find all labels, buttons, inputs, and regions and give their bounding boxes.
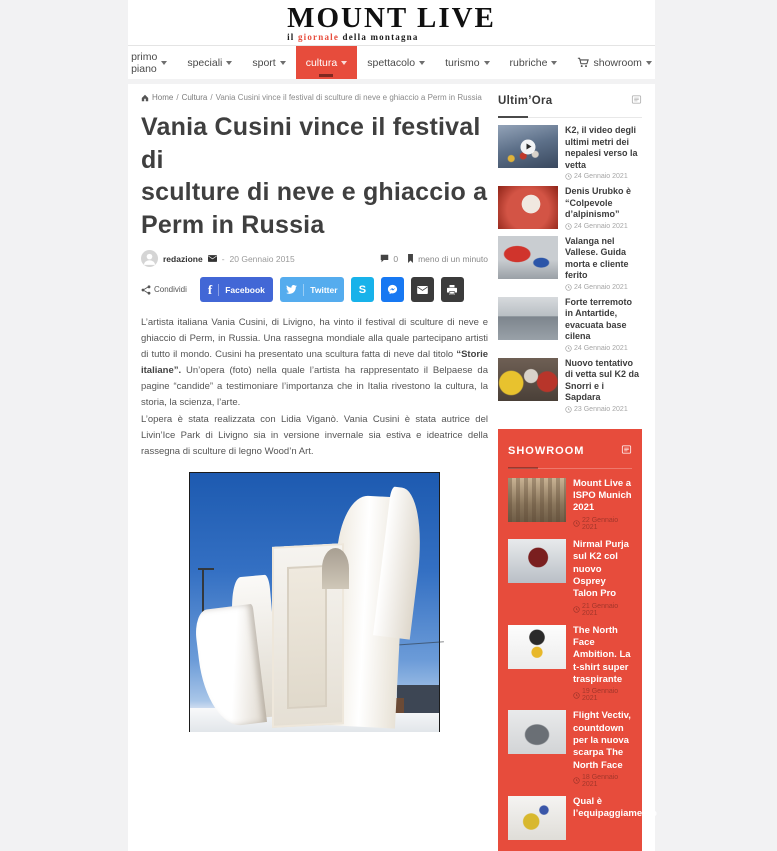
section-divider bbox=[508, 467, 632, 469]
title-line: Vania Cusini vince il festival di bbox=[141, 113, 481, 174]
showroom-list bbox=[508, 477, 657, 840]
chevron-down-icon bbox=[226, 61, 232, 65]
article-meta-right bbox=[380, 254, 488, 264]
showroom-thumbnail-shoe[interactable] bbox=[508, 710, 566, 754]
showroom-thumbnail-purja[interactable] bbox=[508, 539, 566, 583]
nav-item-primo-piano[interactable] bbox=[121, 46, 177, 79]
news-date bbox=[565, 284, 642, 291]
article-body bbox=[141, 315, 488, 460]
list-item[interactable] bbox=[498, 297, 642, 352]
button-divider bbox=[218, 284, 219, 296]
skype-share-button[interactable] bbox=[351, 277, 374, 302]
showroom-item-title[interactable]: Qual è l’equipaggiamento bbox=[573, 795, 657, 820]
site-header bbox=[128, 0, 655, 46]
paragraph-text: Un’opera (foto) nella quale l’artista ha rappresentato il Belpaese da pagine “candide” a testimoniare l’importanza che in Italia rivestono la cultura, la storia, la scienza, l’arte. bbox=[141, 364, 488, 408]
news-date-text: 24 Gennaio 2021 bbox=[574, 344, 628, 352]
news-date-text: 24 Gennaio 2021 bbox=[574, 173, 628, 181]
breadcrumb bbox=[141, 90, 488, 102]
play-icon bbox=[521, 139, 536, 154]
share-label bbox=[141, 285, 187, 295]
email-share-button[interactable] bbox=[411, 277, 434, 302]
facebook-label: Facebook bbox=[225, 284, 265, 295]
twitter-icon bbox=[286, 285, 297, 294]
facebook-icon: f bbox=[207, 281, 213, 297]
envelope-icon[interactable] bbox=[208, 255, 217, 262]
chevron-down-icon bbox=[280, 61, 286, 65]
list-item[interactable] bbox=[508, 795, 657, 840]
comments-count[interactable]: 0 bbox=[393, 253, 399, 264]
chevron-down-icon bbox=[484, 61, 490, 65]
nav-label: primo piano bbox=[131, 50, 158, 75]
messenger-icon bbox=[387, 284, 398, 295]
news-thumbnail-tent[interactable] bbox=[498, 186, 558, 229]
list-item[interactable] bbox=[508, 478, 632, 531]
latest-news-title: Ultim’Ora bbox=[498, 95, 553, 107]
nav-label: spettacolo bbox=[367, 56, 416, 69]
news-date-text: 23 Gennaio 2021 bbox=[574, 405, 628, 413]
breadcrumb-separator: / bbox=[210, 93, 213, 102]
page-title bbox=[141, 111, 488, 241]
comment-icon[interactable] bbox=[380, 254, 389, 263]
bookmark-icon bbox=[407, 254, 414, 263]
chevron-down-icon bbox=[161, 61, 167, 65]
facebook-share-button[interactable] bbox=[200, 277, 273, 302]
news-thumbnail-k2-video[interactable] bbox=[498, 125, 558, 168]
read-time: meno di un minuto bbox=[418, 253, 488, 264]
latest-news-header bbox=[498, 90, 642, 110]
button-divider bbox=[303, 284, 304, 296]
showroom-item-date bbox=[573, 603, 632, 617]
showroom-widget bbox=[498, 429, 657, 851]
share-icon bbox=[141, 285, 151, 295]
news-thumbnail-climbers[interactable] bbox=[498, 358, 558, 401]
nav-item-showroom[interactable] bbox=[567, 46, 661, 79]
breadcrumb-current-page: Vania Cusini vince il festival di sculture di neve e ghiaccio a Perm in Russia bbox=[215, 93, 482, 102]
clock-icon bbox=[573, 606, 580, 613]
author-link[interactable]: redazione bbox=[163, 253, 203, 264]
publish-date: 20 Gennaio 2015 bbox=[229, 253, 295, 264]
tagline-pre: il bbox=[287, 31, 298, 42]
showroom-title: SHOWROOM bbox=[508, 444, 585, 457]
showroom-date-text: 19 Gennaio 2021 bbox=[582, 688, 619, 703]
site-logo[interactable] bbox=[287, 1, 496, 42]
article-meta-row bbox=[141, 250, 488, 267]
nav-label: rubriche bbox=[509, 56, 548, 69]
title-line: Perm in Russia bbox=[141, 210, 325, 239]
twitter-label: Twitter bbox=[310, 284, 338, 295]
share-row bbox=[141, 277, 488, 302]
date-separator: - bbox=[221, 253, 225, 264]
nav-item-turismo[interactable] bbox=[435, 46, 499, 79]
clock-icon bbox=[573, 777, 580, 784]
cart-icon bbox=[577, 57, 589, 68]
news-title[interactable]: Denis Urubko è “Colpevole d’alpinismo” bbox=[565, 186, 632, 220]
clock-icon bbox=[565, 223, 572, 230]
news-title[interactable]: K2, il video degli ultimi metri dei nepalesi verso la vetta bbox=[565, 125, 638, 170]
nav-label: turismo bbox=[445, 56, 480, 69]
skype-icon: S bbox=[358, 283, 367, 296]
paragraph-bold-text: “Storie italiane”. bbox=[141, 348, 488, 376]
nav-label: cultura bbox=[305, 56, 338, 69]
image-sculpture-panel bbox=[287, 565, 327, 710]
image-sculpture-arch bbox=[322, 548, 349, 589]
clock-icon bbox=[565, 284, 572, 291]
showroom-item-title[interactable]: Flight Vectiv, countdown per la nuova scarpa The North Face bbox=[573, 710, 631, 771]
showroom-item-date bbox=[573, 517, 632, 531]
list-item[interactable] bbox=[498, 125, 642, 180]
news-thumbnail-antarctica[interactable] bbox=[498, 297, 558, 340]
main-navbar bbox=[128, 46, 655, 79]
news-title[interactable]: Forte terremoto in Antartide, evacuata base cilena bbox=[565, 296, 633, 342]
messenger-share-button[interactable] bbox=[381, 277, 404, 302]
news-date-text: 24 Gennaio 2021 bbox=[574, 222, 628, 230]
paragraph-text: L’artista italiana Vania Cusini, di Livigno, ha vinto il festival di sculture di neve e ghiaccio di Perm, in Russia. Una rassegna mondiale alla quale partecipano artisti di tutto il mondo. Cusini ha presentato una scultura fatta di neve dal titolo bbox=[141, 317, 488, 360]
news-thumbnail-helicopter[interactable] bbox=[498, 236, 558, 279]
showroom-item-title[interactable]: Mount Live a ISPO Munich 2021 bbox=[573, 477, 632, 514]
paragraph-text: L’opera è stata realizzata con Lidia Viganò. Vania Cusini è stata autrice del Livin’Ice Park di Livigno sia in versione invernale sia estiva e ideatrice della rassegna di sculture di legno Wood’n Art. bbox=[141, 413, 488, 457]
list-item[interactable] bbox=[508, 625, 632, 703]
clock-icon bbox=[565, 406, 572, 413]
printer-icon bbox=[447, 285, 457, 295]
twitter-share-button[interactable] bbox=[280, 277, 344, 302]
share-label-text: Condividi bbox=[154, 285, 187, 294]
nav-item-spettacolo[interactable] bbox=[357, 46, 435, 79]
news-date bbox=[565, 345, 642, 352]
paragraph bbox=[141, 315, 488, 411]
newspaper-icon[interactable] bbox=[621, 442, 632, 460]
page-container bbox=[128, 0, 655, 851]
showroom-thumbnail-ispo[interactable] bbox=[508, 478, 566, 522]
news-title[interactable]: Nuovo tentativo di vetta sul K2 da Snorri e i Sapdara bbox=[565, 357, 640, 403]
home-icon bbox=[141, 94, 149, 102]
showroom-date-text: 22 Gennaio 2021 bbox=[582, 516, 619, 531]
list-item[interactable] bbox=[498, 236, 642, 291]
clock-icon bbox=[573, 692, 580, 699]
showroom-date-text: 18 Gennaio 2021 bbox=[582, 773, 619, 788]
chevron-down-icon bbox=[646, 61, 652, 65]
sidebar bbox=[498, 90, 657, 851]
avatar bbox=[141, 250, 158, 267]
article-image-snow-sculpture[interactable] bbox=[189, 472, 440, 732]
showroom-header bbox=[508, 440, 632, 460]
active-tab-indicator bbox=[319, 74, 333, 77]
breadcrumb-separator: / bbox=[176, 93, 179, 102]
showroom-thumbnail-tshirt[interactable] bbox=[508, 625, 566, 669]
list-item[interactable] bbox=[508, 539, 632, 617]
nav-label: showroom bbox=[593, 56, 642, 69]
nav-label: speciali bbox=[187, 56, 223, 69]
showroom-item-title[interactable]: Nirmal Purja sul K2 col nuovo Osprey Talon Pro bbox=[573, 538, 629, 600]
showroom-date-text: 21 Gennaio 2021 bbox=[582, 602, 619, 617]
nav-label: sport bbox=[252, 56, 276, 69]
news-date bbox=[565, 223, 642, 230]
image-lamp-arm bbox=[198, 568, 214, 570]
breadcrumb-section[interactable]: Cultura bbox=[181, 93, 208, 102]
nav-item-speciali[interactable] bbox=[177, 46, 242, 79]
title-line: sculture di neve e ghiaccio a bbox=[141, 178, 488, 206]
divider-accent bbox=[508, 467, 538, 469]
article-column bbox=[141, 90, 488, 851]
email-icon bbox=[417, 286, 428, 294]
news-date bbox=[565, 406, 642, 413]
nav-item-rubriche[interactable] bbox=[500, 46, 568, 79]
news-date bbox=[565, 173, 642, 180]
list-item[interactable] bbox=[498, 358, 642, 413]
section-divider bbox=[498, 116, 642, 118]
print-button[interactable] bbox=[441, 277, 464, 302]
nav-item-sport[interactable] bbox=[242, 46, 295, 79]
news-title[interactable]: Valanga nel Vallese. Guida morta e cliente ferito bbox=[565, 235, 629, 281]
chevron-down-icon bbox=[419, 61, 425, 65]
chevron-down-icon bbox=[551, 61, 557, 65]
showroom-item-title[interactable]: The North Face Ambition. La t-shirt super traspirante bbox=[573, 624, 631, 685]
newspaper-icon[interactable] bbox=[631, 92, 642, 110]
latest-news-list bbox=[498, 125, 642, 413]
showroom-thumbnail-equipment[interactable] bbox=[508, 796, 566, 840]
paragraph bbox=[141, 412, 488, 460]
main-content bbox=[128, 84, 655, 851]
tagline-highlight: giornale bbox=[297, 31, 340, 42]
list-item[interactable] bbox=[508, 710, 632, 788]
clock-icon bbox=[573, 520, 580, 527]
news-date-text: 24 Gennaio 2021 bbox=[574, 283, 628, 291]
tagline-post: della montagna bbox=[339, 31, 419, 42]
site-logo-title: MOUNT LIVE bbox=[287, 1, 496, 34]
showroom-item-date bbox=[573, 774, 632, 788]
chevron-down-icon bbox=[341, 61, 347, 65]
showroom-item-date bbox=[573, 688, 632, 702]
clock-icon bbox=[565, 173, 572, 180]
clock-icon bbox=[565, 345, 572, 352]
list-item[interactable] bbox=[498, 186, 642, 230]
divider-accent bbox=[498, 116, 528, 118]
nav-item-cultura[interactable] bbox=[296, 46, 358, 79]
breadcrumb-home[interactable]: Home bbox=[152, 93, 174, 102]
